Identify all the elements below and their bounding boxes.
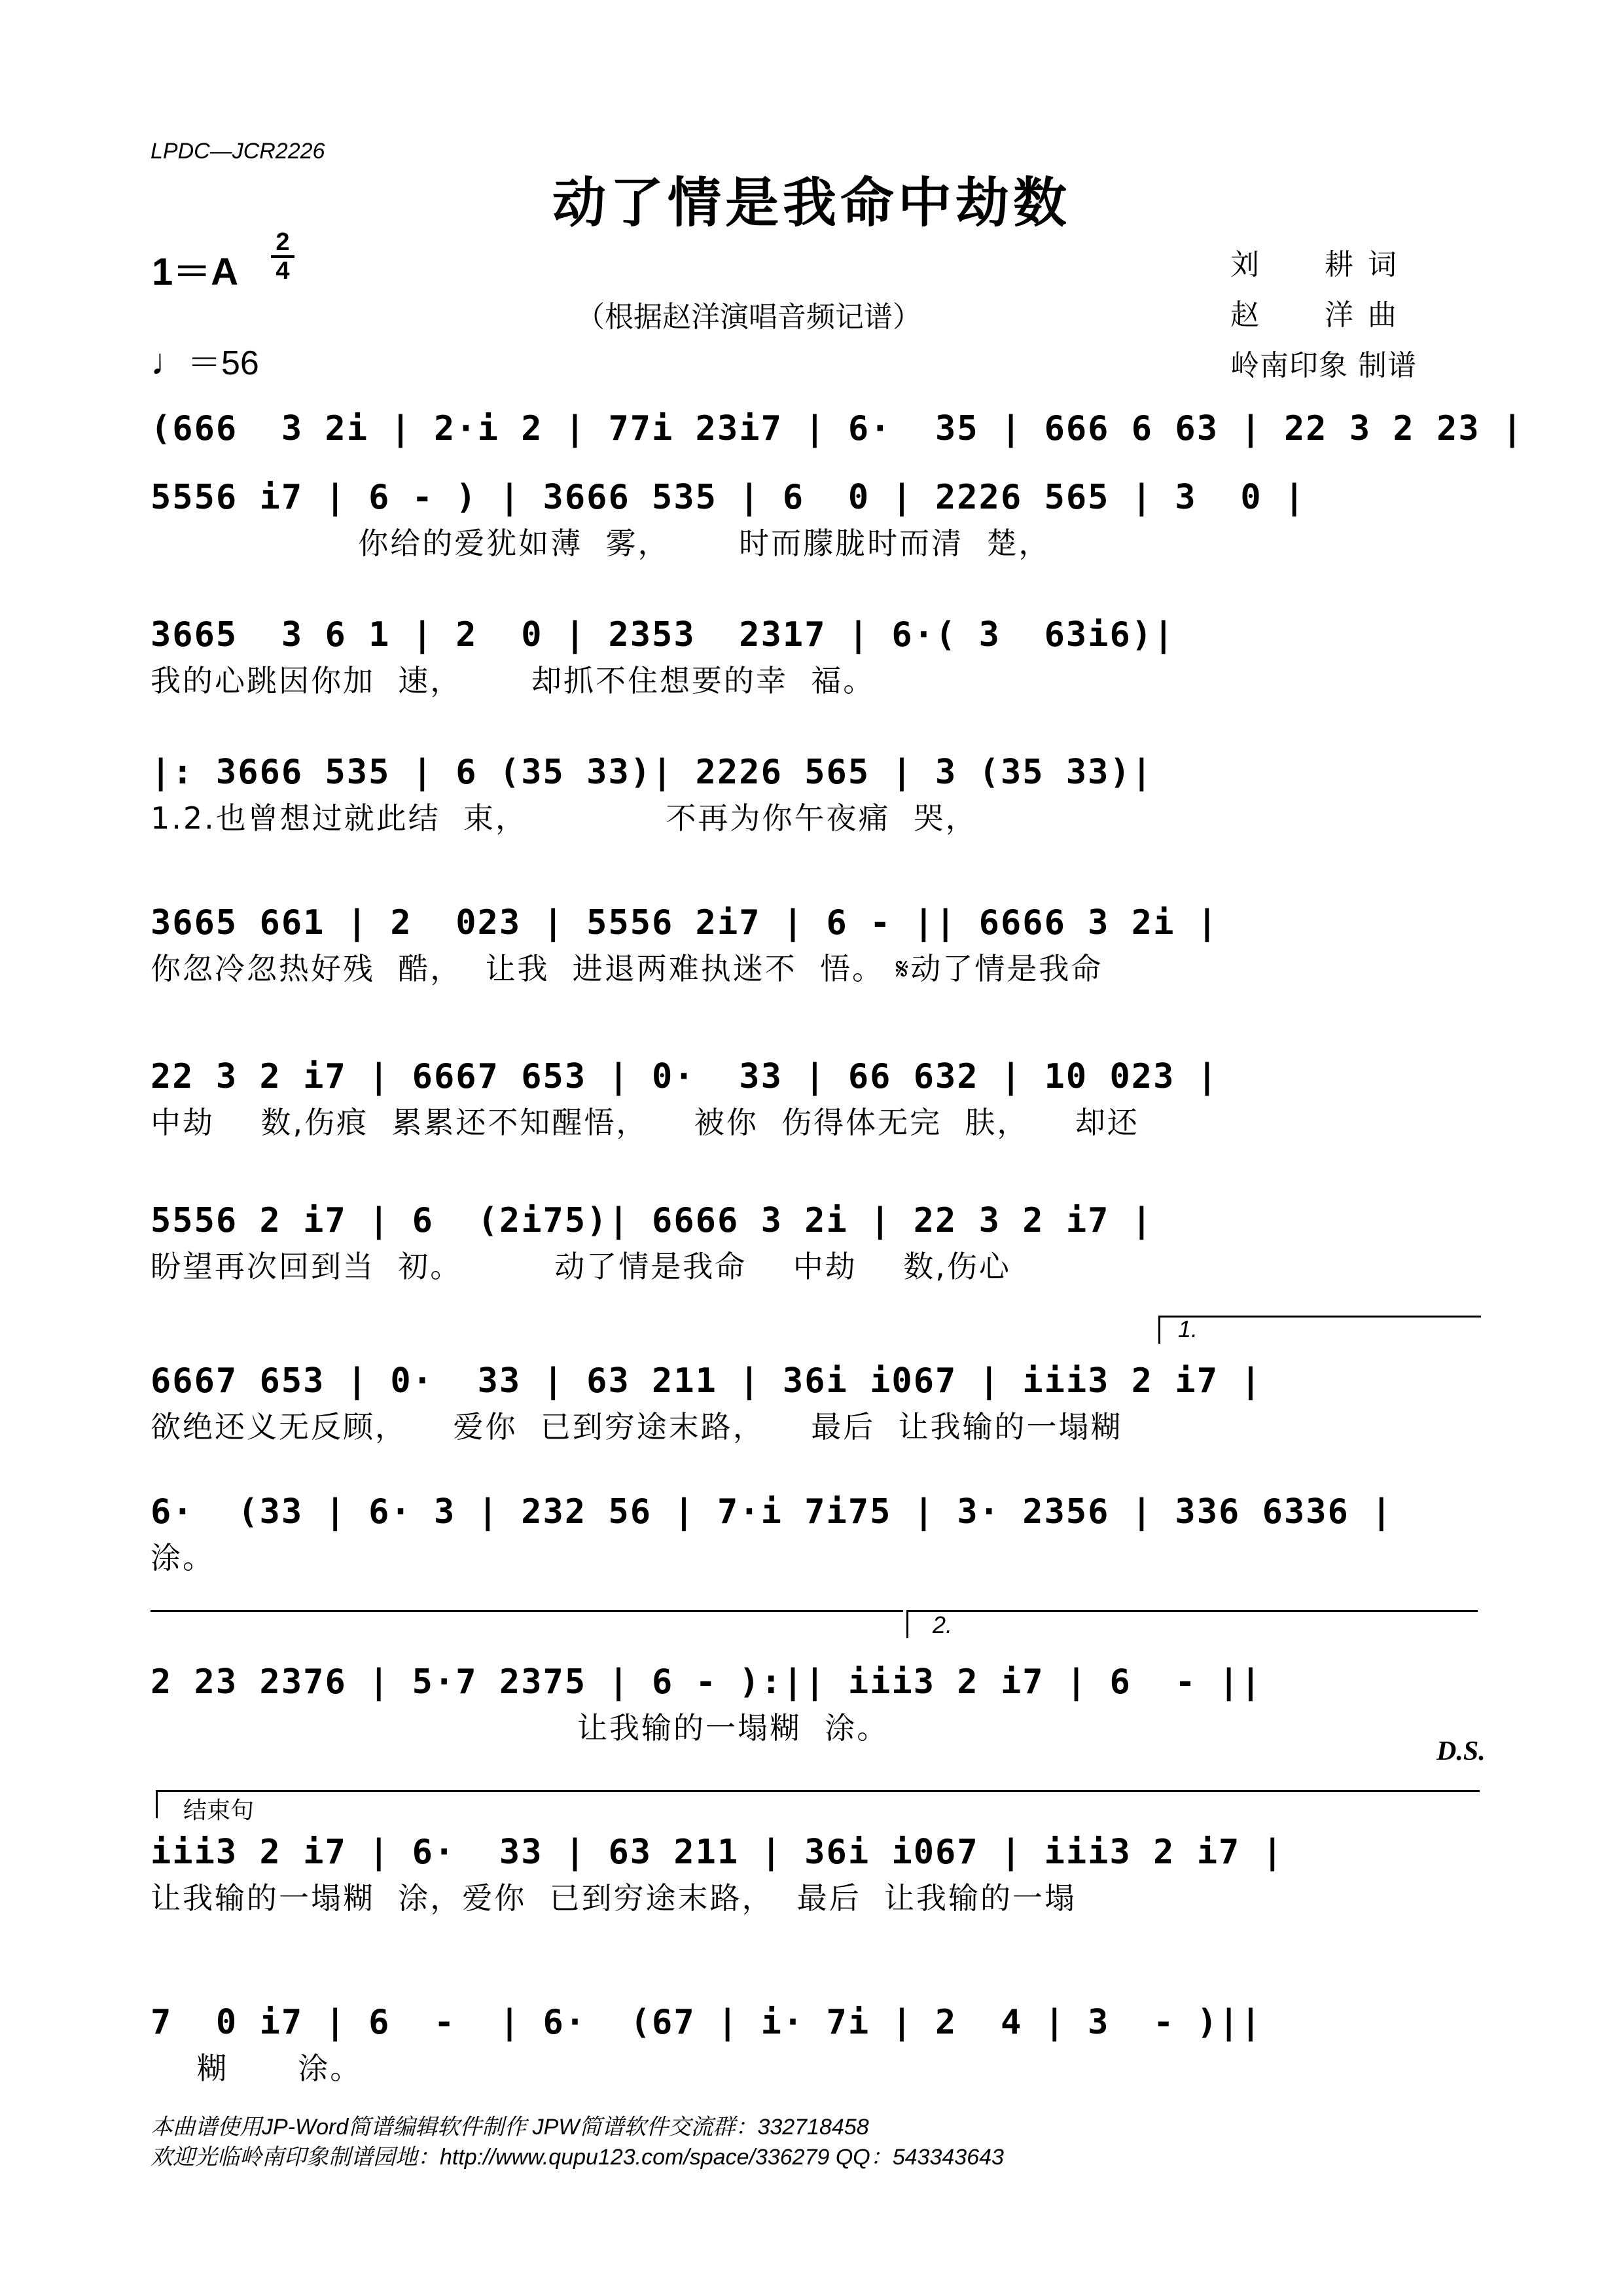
score-system-9 [151, 1486, 1479, 1577]
ending-1-label: 1. [1178, 1316, 1198, 1342]
score-system-1 [151, 403, 1524, 455]
score-code: LPDC—JCR2226 [151, 139, 325, 164]
score-system-5 [151, 897, 1479, 988]
time-sig-bottom: 4 [276, 257, 290, 285]
score-system-12 [151, 1996, 1479, 2088]
notation-line: (666 3 2i | 2·i 2 | 77i 23i7 | 6· 35 | 666 6 63 | 22 3 2 23 | [151, 409, 1524, 448]
notation-line: 3665 3 6 1 | 2 0 | 2353 2317 | 6·( 3 63i6)| [151, 615, 1175, 655]
song-title: 动了情是我命中劫数 [552, 171, 1071, 234]
time-signature [270, 229, 296, 284]
score-system-8 [151, 1355, 1479, 1446]
lyricist-credit: 刘 耕 词 [1230, 248, 1399, 281]
composer-credit: 赵 洋 曲 [1230, 298, 1399, 332]
score-system-7 [151, 1194, 1479, 1286]
lyric-line: 糊 涂。 [151, 2051, 363, 2086]
notation-line: 22 3 2 i7 | 6667 653 | 0· 33 | 66 632 | 10 023 | [151, 1057, 1219, 1096]
notation-line: 5556 i7 | 6 - ) | 3666 535 | 6 0 | 2226 565 | 3 0 | [151, 478, 1306, 517]
time-sig-top: 2 [276, 228, 290, 256]
notation-line: iii3 2 i7 | 6· 33 | 63 211 | 36i i067 | iii3 2 i7 | [151, 1833, 1284, 1872]
score-system-2 [151, 471, 1479, 563]
lyric-line: 涂。 [151, 1540, 215, 1575]
notation-line: 5556 2 i7 | 6 (2i75)| 6666 3 2i | 22 3 2 i7 | [151, 1201, 1154, 1240]
lyric-line: 让我输的一塌糊 涂。 [151, 1710, 889, 1746]
key-signature: 1＝A [152, 251, 239, 293]
notation-line: 3665 661 | 2 023 | 5556 2i7 | 6 - || 6666 3 2i | [151, 903, 1219, 942]
notation-line: 6· (33 | 6· 3 | 232 56 | 7·i 7i75 | 3· 2356 | 336 6336 | [151, 1492, 1393, 1532]
score-system-3 [151, 609, 1479, 700]
score-system-6 [151, 1050, 1479, 1142]
arranger-credit: 岭南印象 制谱 [1230, 349, 1417, 382]
ending-2-bracket [906, 1610, 1478, 1638]
ending-1-bracket [1158, 1316, 1481, 1344]
lyric-line: 1.2.也曾想过就此结 束， 不再为你午夜痛 哭， [151, 800, 978, 836]
lyric-line: 中劫 数,伤痕 累累还不知醒悟， 被你 伤得体无完 肤， 却还 [151, 1105, 1139, 1140]
notation-line: 2 23 2376 | 5·7 2375 | 6 - ):|| iii3 2 i7 | 6 - || [151, 1662, 1262, 1702]
quarter-note-icon: ♩ [151, 341, 187, 382]
notation-line: 6667 653 | 0· 33 | 63 211 | 36i i067 | iii3 2 i7 | [151, 1361, 1262, 1401]
footer-website-note: 欢迎光临岭南印象制谱园地：http://www.qupu123.com/space/336279 QQ：543343643 [151, 2145, 1004, 2170]
lyric-line: 盼望再次回到当 初。 动了情是我命 中劫 数,伤心 [151, 1249, 1011, 1284]
tempo-marking [151, 335, 259, 384]
footer-software-note: 本曲谱使用JP-Word简谱编辑软件制作 JPW简谱软件交流群：332718458 [151, 2115, 869, 2140]
dal-segno-marking: D.S. [1436, 1736, 1486, 1767]
score-system-4 [151, 746, 1479, 838]
lyric-line: 我的心跳因你加 速， 却抓不住想要的幸 福。 [151, 663, 876, 698]
coda-label: 结束句 [183, 1797, 255, 1824]
ending-2-label: 2. [933, 1611, 953, 1638]
notation-line: |: 3666 535 | 6 (35 33)| 2226 565 | 3 (35 33)| [151, 753, 1154, 792]
score-system-11 [151, 1826, 1479, 1918]
ending-1-continuation [151, 1610, 903, 1612]
coda-bracket [156, 1790, 1480, 1818]
lyric-line: 你给的爱犹如薄 雾， 时而朦胧时而清 楚， [151, 526, 1051, 561]
lyric-line: 欲绝还义无反顾， 爱你 已到穷途末路， 最后 让我输的一塌糊 [151, 1409, 1123, 1444]
notation-line: 7 0 i7 | 6 - | 6· (67 | i· 7i | 2 4 | 3 - )|| [151, 2003, 1262, 2042]
score-system-10 [151, 1656, 1479, 1748]
lyric-line: 你忽冷忽热好残 酷， 让我 进退两难执迷不 悟。 𝄋动了情是我命 [151, 951, 1103, 986]
subtitle: （根据赵洋演唱音频记谱） [576, 300, 921, 334]
lyric-line: 让我输的一塌糊 涂，爱你 已到穷途末路， 最后 让我输的一塌 [151, 1880, 1077, 1916]
tempo-value: ＝56 [187, 344, 259, 382]
